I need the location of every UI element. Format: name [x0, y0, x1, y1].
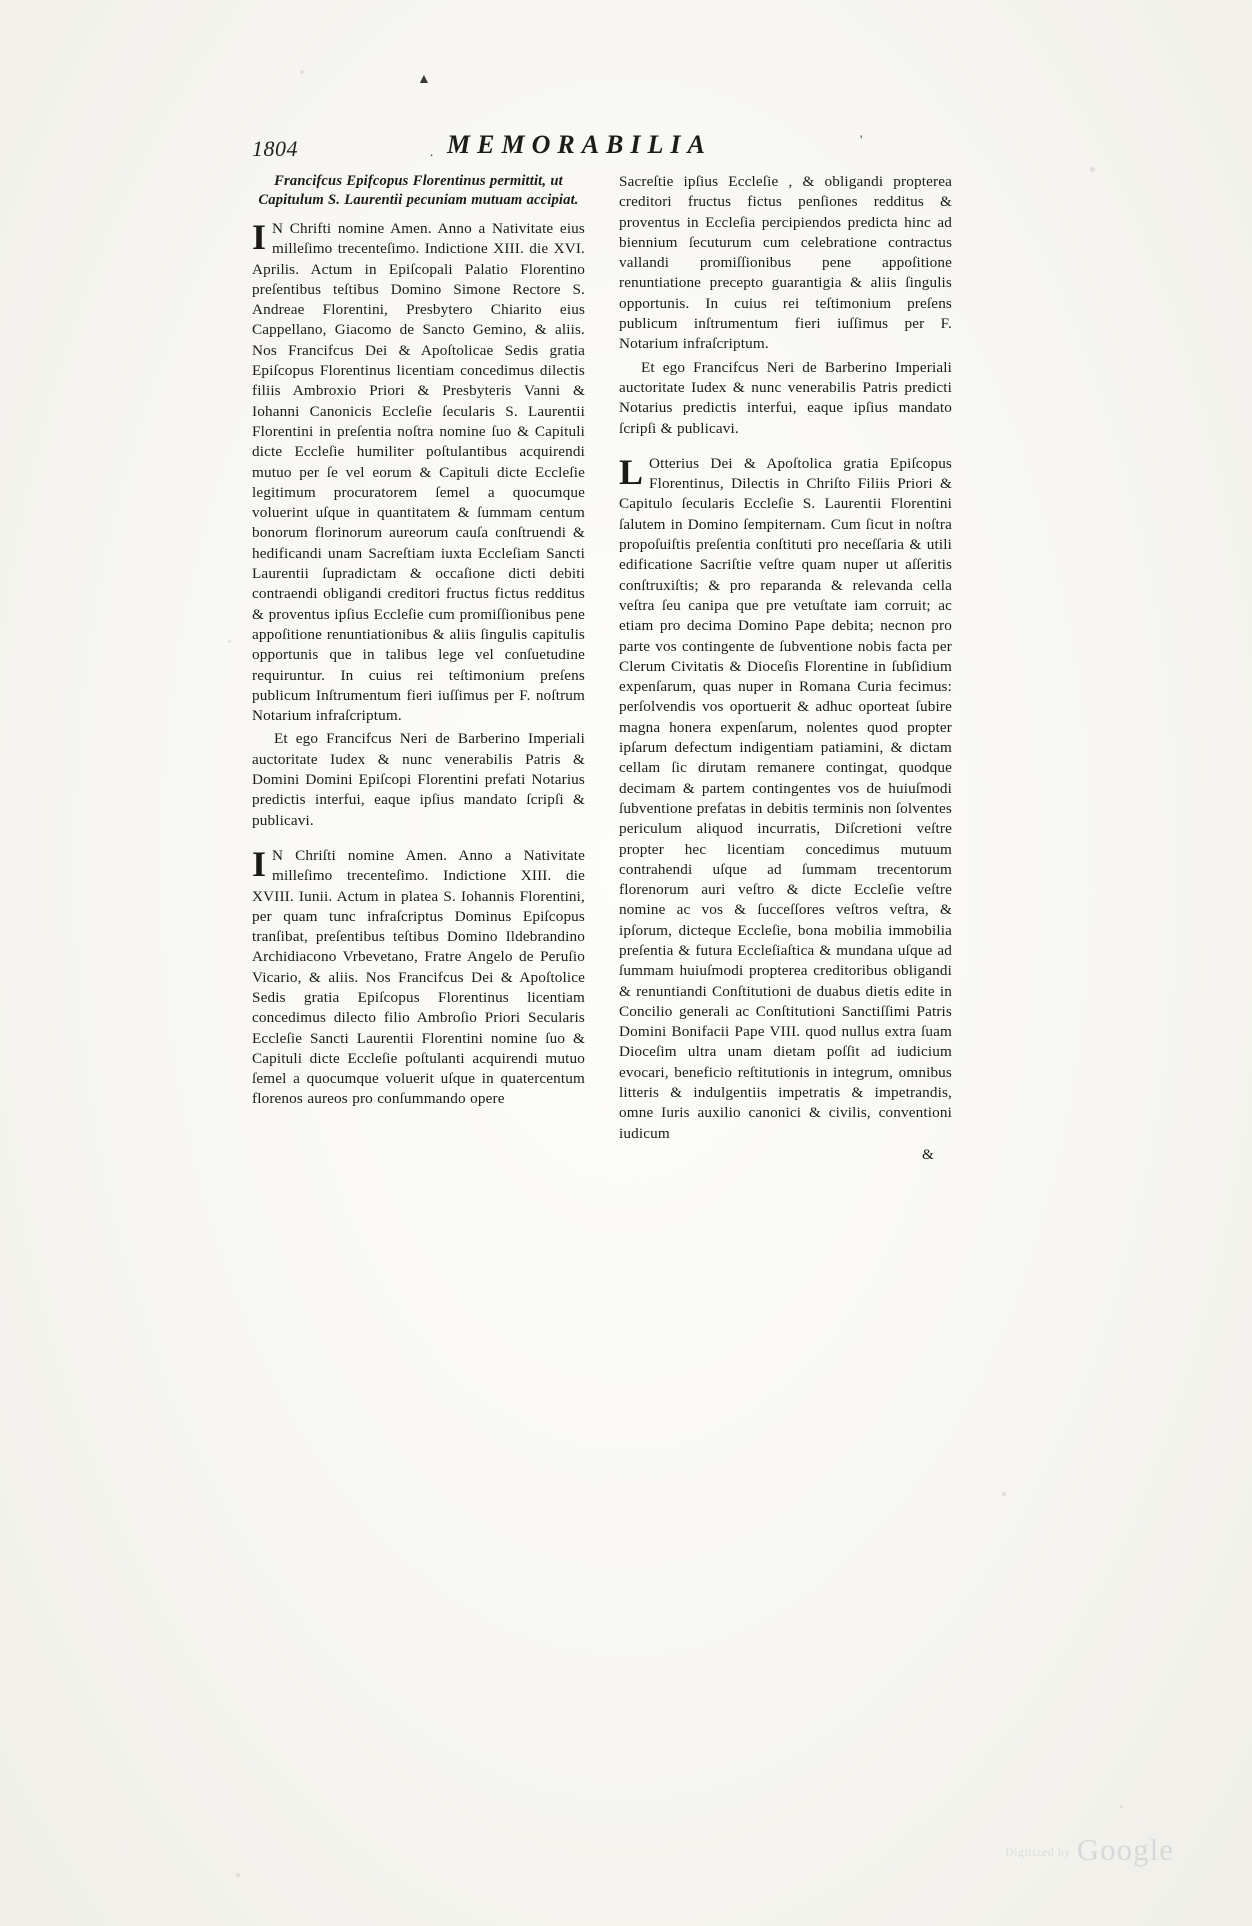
paragraph-text: Sacreſtie ipſius Eccleſie , & obligandi propterea creditori fructus fictus penſiones redditus & proventus in Eccleſia percipiendos predicta hinc ad biennium ſecuturum cum celebratione contractus vallandi promiſſionibus pene appoſitione renuntiatione precepto guarantigia & aliis ſingulis opportunis. In cuius rei teſtimonium preſens publicum inſtrumentum fieri iuſſimus per F. Notarium infraſcriptum.	[619, 173, 952, 353]
scan-speck	[1090, 167, 1095, 172]
paragraph-block	[252, 219, 585, 726]
two-column-text-body	[252, 172, 952, 1165]
right-column	[619, 172, 952, 1165]
watermark-text: Google	[1076, 1832, 1174, 1867]
paragraph-block	[619, 451, 952, 1144]
paragraph-text: Otterius Dei & Apoſtolica gratia Epiſcopus Florentinus, Dilectis in Chriſto Filiis Priori & Capitulo ſecularis Eccleſie S. Laurentii Florentini ſalutem in Domino ſempiternam. Cum ſicut in noſtra propoſuiſtis preſentia conſtituti pro neceſſaria & utili edificatione Sacriſtie veſtre quam nuper ut aſſeritis conſtruxiſtis; & pro reparanda & relevanda cella veſtra ſeu canipa que pre vetuſtate iam corruit; ac etiam pro decima Domino Pape debita; necnon pro parte vos contingente de ſubventione nobis facta per Clerum Civitatis & Dioceſis Florentine in ſubſidium expenſarum, quas nuper in Romana Curia fecimus: perſolvendis vos oportuerit & adhuc oporteat ſubire magna honera expenſarum, nolentes quod propter ipſarum defectum indigentiam patiamini, & dictam cellam ſic dirutam remanere contingat, quodque decimam & partem contingentes vos de huiuſmodi ſubventione prefatas in debitis terminis non ſolventes periculum aliquod incurratis, Diſcretioni veſtre propter hec licentiam concedimus mutuum contrahendi uſque ad ſummam trecentorum florenorum auri veſtro & dicte Eccleſie veſtre nomine ac vos & ſucceſſores veſtros veſtra, & ipſorum, dicteque Eccleſie, bona mobilia immobilia preſentia & futura Eccleſiaſtica & mundana uſque ad ſummam huiuſmodi propterea creditoribus obligandi & renuntiandi Conſtitutioni de duabus dietis edite in Concilio generali ac Conſtitutioni Sanctiſſimi Patris Domini Bonifacii Pape VIII. quod nullus extra ſuam Dioceſim ultra unam dietam poſſit ad iudicium evocari, beneficio reſtitutionis in integrum, omnibus litteris & indulgentiis impetratis & impetrandis, omne Iuris auxilio canonici & civilis, conventioni iudicum	[619, 454, 952, 1142]
scan-speck	[1002, 1492, 1006, 1496]
section-heading: Francifcus Epifcopus Florentinus permittit, ut Capitulum S. Laurentii pecuniam mutuam accipiat.	[258, 173, 579, 208]
digitization-watermark	[1005, 1832, 1174, 1868]
scan-speck	[300, 70, 304, 74]
folio-number: 1804	[252, 136, 298, 161]
scan-speck	[236, 1873, 240, 1877]
page-content	[252, 72, 952, 1165]
typographic-dot: .	[430, 144, 434, 159]
paragraph-text: Et ego Francifcus Neri de Barberino Imperiali auctoritate Iudex & nunc venerabilis Patris & Domini Domini Epiſcopi Florentini prefati Notarius predictis interfui, eaque ipſius mandato ſcripſi & publicavi.	[252, 730, 585, 829]
scan-speck	[1120, 1805, 1123, 1808]
drop-cap: I	[252, 217, 267, 257]
paragraph-text: Et ego Francifcus Neri de Barberino Imperiali auctoritate Iudex & nunc venerabilis Patris predicti Notarius predictis interfui, eaque ipſius mandato ſcripſi & publicavi.	[619, 358, 952, 437]
block-spacer	[619, 439, 952, 454]
page-header	[252, 72, 952, 170]
running-title: MEMORABILIA	[447, 130, 712, 159]
catchword: &	[922, 1145, 934, 1163]
paragraph-text: N Chrifti nomine Amen. Anno a Nativitate eius milleſimo trecenteſimo. Indictione XIII. die XVI. Aprilis. Actum in Epiſcopali Palatio Florentino preſentibus teſtibus Domino Simone Rectore S. Andreae Florentini, Presbytero Chiarito eius Cappellano, Giacomo de Sancto Gemino, & aliis. Nos Francifcus Dei & Apoſtolicae Sedis gratia Epiſcopus Florentinus licentiam concedimus dilectis filiis Ambroxio Priori & Presbyteris Vanni & Iohanni Canonicis Eccleſie ſecularis S. Laurentii Florentini in preſentia noſtra nomine ſuo & Capituli dicte Eccleſie humiliter poſtulantibus acquirendi mutuo per ſe vel eorum & Capituli dicte Eccleſie legitimum procuratorem ſemel a quocumque voluerint uſque in quantitatem & ſummam centum bonorum florinorum aureorum cauſa conſtruendi & hedificandi unam Sacreſtiam iuxta Eccleſiam Sancti Laurentii ſupradictam & occaſione dicti debiti contraendi obligandi creditori fructus fictus redditus & proventus ipſius Eccleſie cum promiſſionibus pene appoſitione renuntiationibus & aliis ſingulis capitulis opportunis que in talibus lege vel conſuetudine requiruntur. In cuius rei teſtimonium preſens publicum Inſtrumentum fieri iuſſimus per F. noſtrum Notarium infraſcriptum.	[252, 220, 585, 725]
block-spacer	[252, 831, 585, 846]
watermark-prefix: Digitized by	[1005, 1845, 1071, 1860]
typographic-dot: '	[860, 132, 863, 147]
scan-speck	[228, 640, 231, 643]
drop-cap: I	[252, 843, 267, 884]
paragraph-text: N Chriſti nomine Amen. Anno a Nativitate milleſimo trecenteſimo. Indictione XIII. die XVIII. Iunii. Actum in platea S. Iohannis Florentini, per quam tunc infraſcriptus Dominus Epiſcopus tranſibat, preſentibus teſtibus Domino Ildebrandino Archidiacono Vrbevetano, Fratre Angelo de Peruſio Vicario, & aliis. Nos Francifcus Dei & Apoſtolice Sedis gratia Epiſcopus Florentinus licentiam concedimus dilecto filio Ambroſio Priori Secularis Eccleſie Sancti Laurentii Florentini nomine ſuo & Capituli dicte Eccleſie poſtulanti acquirendi mutuo ſemel a quocumque voluerit uſque in quatercentum florenos aureos pro conſummando opere	[252, 846, 585, 1108]
caret-icon: ▲	[417, 72, 431, 87]
paragraph-block	[252, 843, 585, 1110]
drop-cap: L	[619, 451, 644, 492]
left-column	[252, 172, 585, 1165]
